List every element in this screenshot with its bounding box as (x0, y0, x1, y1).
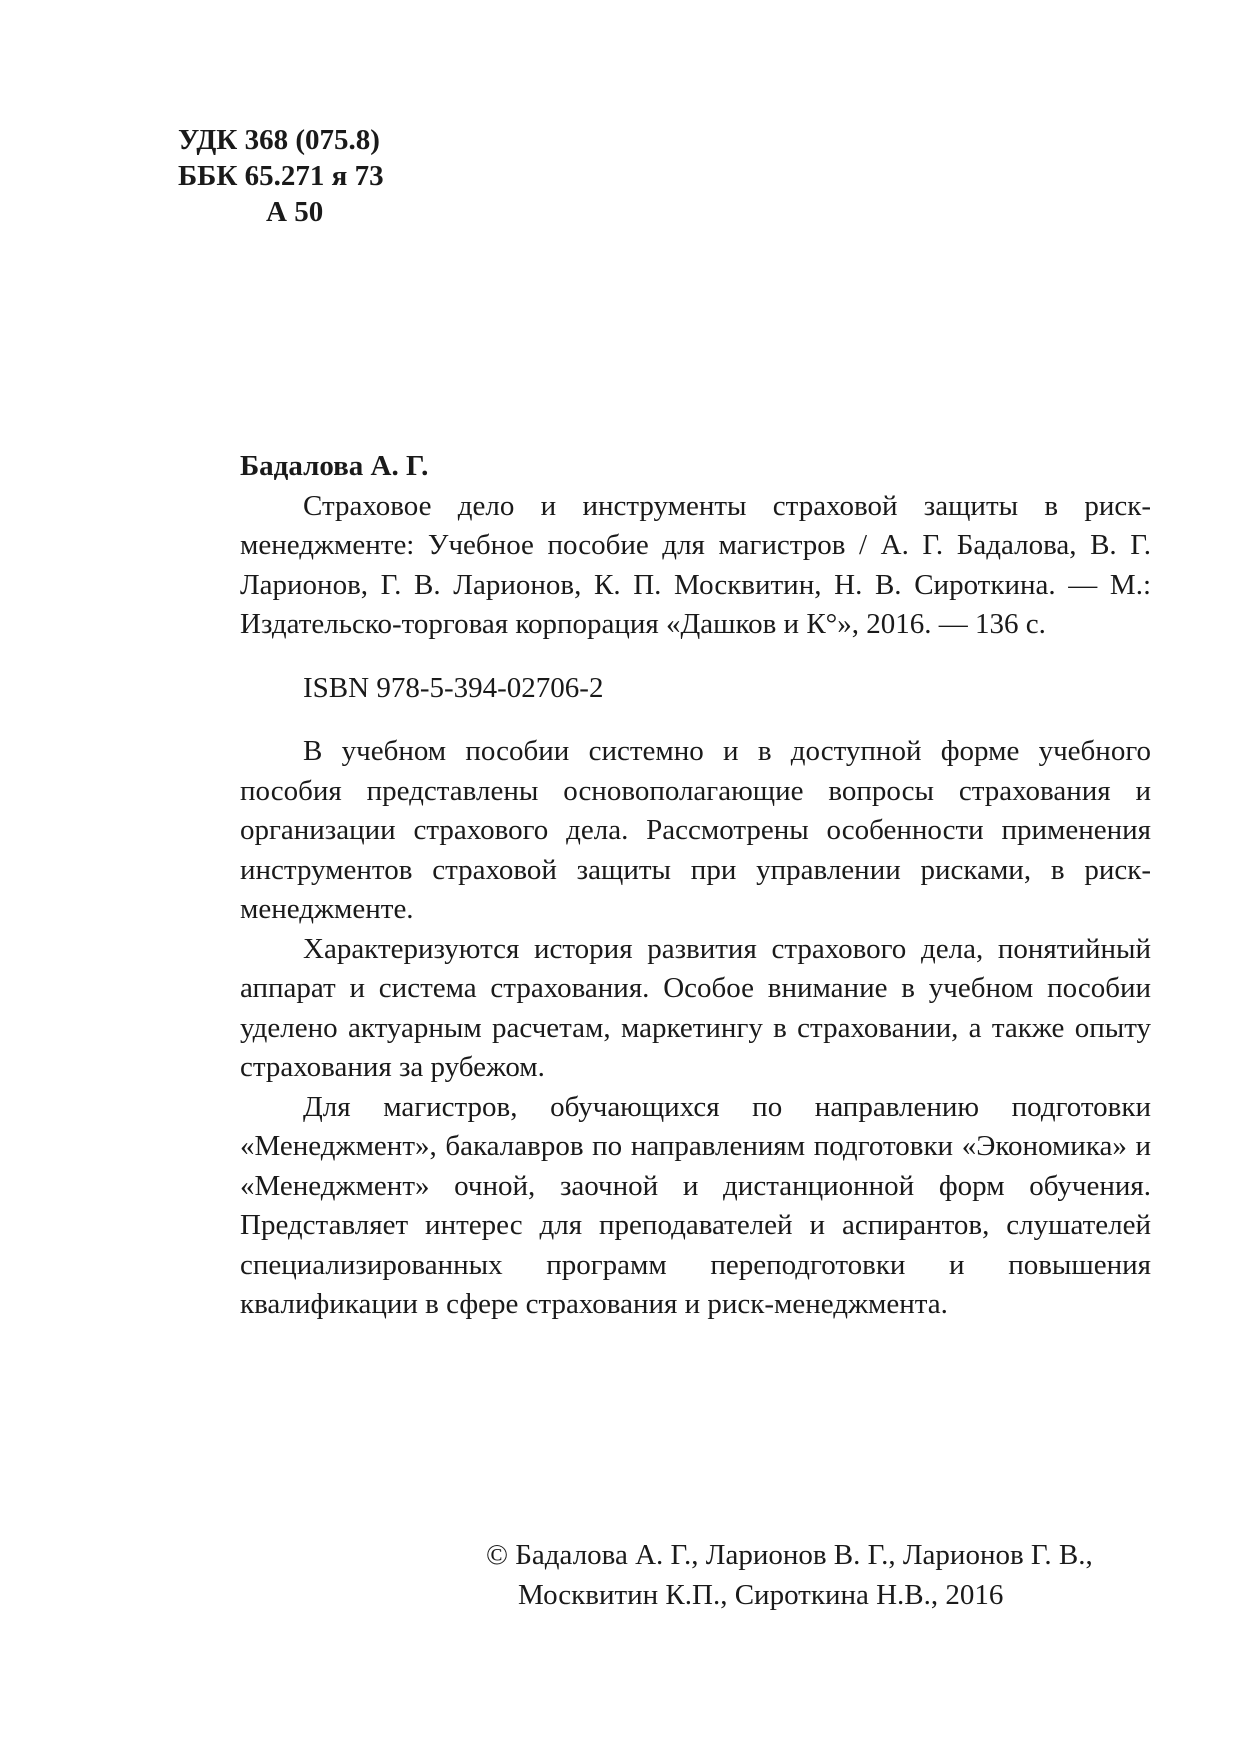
author-heading: Бадалова А. Г. (240, 450, 429, 482)
bibliographic-entry (240, 447, 1151, 1325)
annotation-paragraph: Для магистров, обучающихся по направлению подготовки «Менеджмент», бакалавров по направлениям подготовки «Экономика» и «Менеджмент» очной, заочной и дистанционной форм обучения. Представляет интерес для преподавателей и аспирантов, слушателей специализированных программ переподготовки и повышения квалификации в сфере страхования и риск-менеджмента. (240, 1090, 1151, 1320)
udk-code: УДК 368 (075.8) (178, 124, 380, 156)
annotation-paragraph: В учебном пособии системно и в доступной форме учебного пособия представлены основополагающие вопросы страхования и организации страхового дела. Рассмотрены особенности применения инструментов страховой защиты при управлении рисками, в риск-менеджменте. (240, 735, 1151, 925)
copyright-notice (486, 1535, 1151, 1615)
bibliographic-description: Страховое дело и инструменты страховой защиты в риск-менеджменте: Учебное пособие для магистров / А. Г. Бадалова, В. Г. Ларионов, Г. В. Ларионов, К. П. Москвитин, Н. В. Сироткина. — М.: Издательско-торговая корпорация «Дашков и К°», 2016. — 136 с. (240, 489, 1151, 640)
classification-codes (178, 122, 384, 230)
copyright-line: Москвитин К.П., Сироткина Н.В., 2016 (518, 1579, 1004, 1611)
annotation-paragraph: Характеризуются история развития страхового дела, понятийный аппарат и система страхования. Особое внимание в учебном пособии уделено актуарным расчетам, маркетингу в страховании, а также опыту страхования за рубежом. (240, 932, 1151, 1083)
bbk-code: ББК 65.271 я 73 (178, 160, 384, 192)
author-mark: А 50 (266, 196, 324, 228)
copyright-line: © Бадалова А. Г., Ларионов В. Г., Ларионов Г. В., (486, 1539, 1093, 1571)
isbn: ISBN 978-5-394-02706-2 (303, 671, 604, 704)
